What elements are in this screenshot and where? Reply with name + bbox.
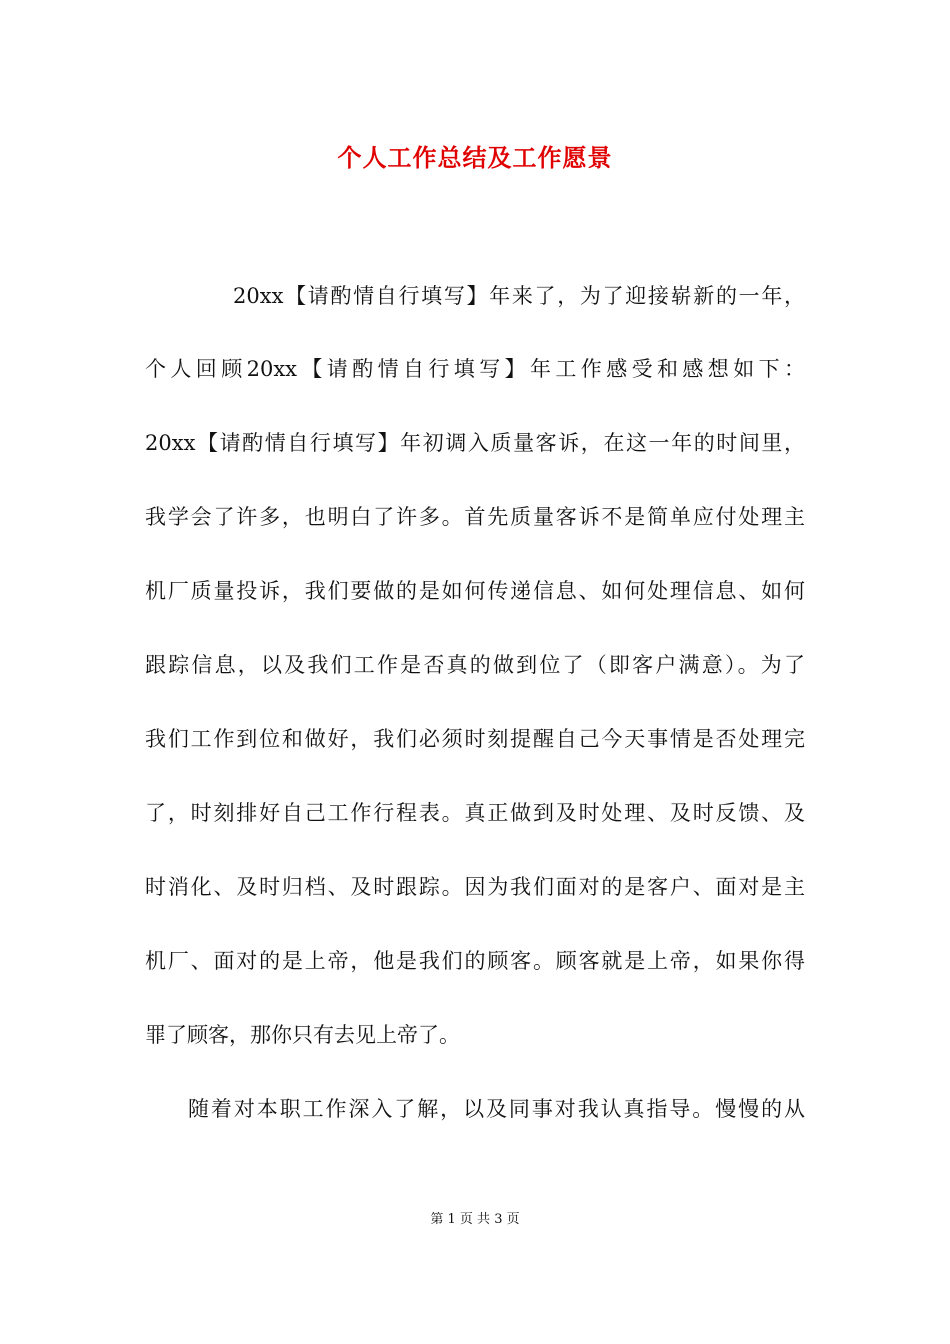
paragraph-line-3: 20xx【请酌情自行填写】年初调入质量客诉，在这一年的时间里， xyxy=(145,431,805,455)
paragraph-line-1: 20xx【请酌情自行填写】年来了，为了迎接崭新的一年， xyxy=(233,284,805,308)
page-number-footer: 第 1 页 共 3 页 xyxy=(430,1212,520,1227)
paragraph-line-8: 了，时刻排好自己工作行程表。真正做到及时处理、及时反馈、及 xyxy=(145,801,805,825)
paragraph-line-12: 随着对本职工作深入了解，以及同事对我认真指导。慢慢的从 xyxy=(188,1097,805,1121)
paragraph-line-11: 罪了顾客，那你只有去见上帝了。 xyxy=(145,1023,460,1047)
paragraph-line-7: 我们工作到位和做好，我们必须时刻提醒自己今天事情是否处理完 xyxy=(145,727,805,751)
paragraph-line-10: 机厂、面对的是上帝，他是我们的顾客。顾客就是上帝，如果你得 xyxy=(145,949,805,973)
paragraph-line-4: 我学会了许多，也明白了许多。首先质量客诉不是简单应付处理主 xyxy=(145,505,805,529)
paragraph-line-2: 个人回顾20xx【请酌情自行填写】年工作感受和感想如下： xyxy=(145,357,805,381)
paragraph-line-5: 机厂质量投诉，我们要做的是如何传递信息、如何处理信息、如何 xyxy=(145,579,805,603)
paragraph-line-6: 跟踪信息，以及我们工作是否真的做到位了（即客户满意）。为了 xyxy=(145,653,805,677)
document-title: 个人工作总结及工作愿景 xyxy=(337,143,613,172)
paragraph-line-9: 时消化、及时归档、及时跟踪。因为我们面对的是客户、面对是主 xyxy=(145,875,805,899)
